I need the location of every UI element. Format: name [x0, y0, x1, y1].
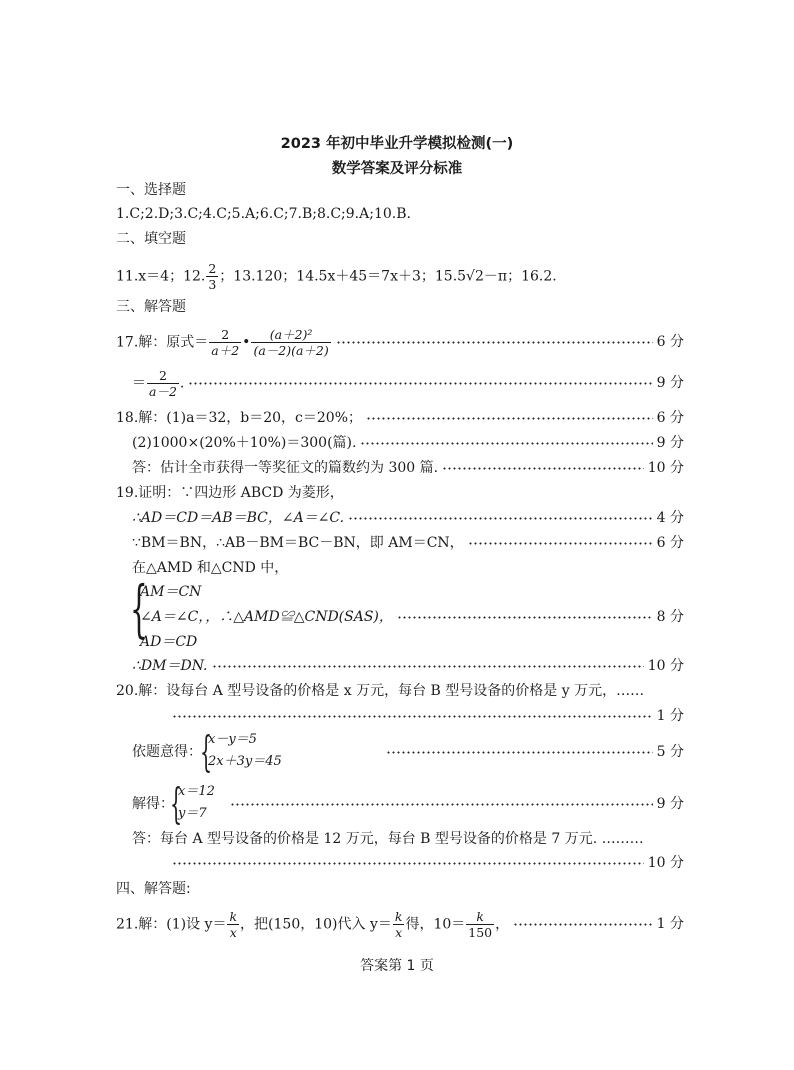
section-heading-solve: 三、解答题	[116, 299, 186, 315]
q19-line4: 在△AMD 和△CND 中，	[132, 560, 289, 576]
leader-dots	[230, 803, 653, 806]
fraction: $\frac{\text{(a＋2)²}}{(a-2)(a+2)}$	[253, 326, 329, 358]
q19-line3: ∵BM＝BN，∴AB－BM＝BC－BN，即 AM＝CN， 6 分	[132, 535, 684, 551]
fraction: $\frac{2}{a+2}$	[211, 326, 240, 358]
fill-answers-part1: 11.x＝4；12.	[116, 268, 206, 285]
page-subtitle: 数学答案及评分标准	[331, 161, 463, 177]
leader-dots	[468, 542, 653, 545]
system-eq-2-row: ∠A＝∠C，，∴△AMD≌△CND(SAS)， 8 分	[140, 609, 684, 625]
fraction: $\frac{k}{x}$	[229, 908, 238, 940]
q18-line1: 18.解：(1)a＝32，b＝20，c＝20%； 6 分	[116, 410, 684, 426]
score: 6 分	[656, 334, 684, 350]
score: 10 分	[647, 460, 684, 476]
score: 5 分	[656, 744, 684, 760]
q20-line3: 解得： 9 分	[132, 796, 684, 812]
q17-line1: 17.解：原式＝ $\frac{2}{a+2}$ • $\frac{\text{(a＋2)²}}{(a-2)(a+2)}$ 6 分	[116, 326, 684, 358]
fraction: $\frac{2}{a-2}$	[149, 367, 177, 399]
score: 9 分	[656, 435, 684, 451]
score: 8 分	[656, 609, 684, 625]
q21-line1: 21.解：(1)设 y＝ $\frac{k}{x}$ ，把(150，10)代入 y＝ $\frac{k}{x}$ 得，10＝ $\frac{k}{150}$ ， 1 分	[116, 908, 684, 940]
brace: {	[170, 779, 183, 828]
leader-dots	[386, 751, 653, 754]
fill-answers-part2: ；13.120；14.5x＋45＝7x＋3；15.5√2－π；16.2.	[219, 268, 557, 285]
score: 6 分	[656, 535, 684, 551]
section-heading-choice: 一、选择题	[116, 182, 186, 198]
q19-line2: ∴AD＝CD＝AB＝BC，∠A＝∠C. 4 分	[132, 510, 684, 526]
leader-dots	[348, 517, 653, 520]
choice-answers: 1.C;2.D;3.C;4.C;5.A;6.C;7.B;8.C;9.A;10.B.	[116, 206, 411, 222]
q20-line2: 依题意得： 5 分	[132, 744, 684, 760]
fraction: $\frac{k}{x}$	[394, 908, 403, 940]
score: 9 分	[656, 796, 684, 812]
leader-dots	[442, 467, 644, 470]
section-heading-solve-2: 四、解答题:	[116, 881, 191, 897]
system-eq-3: AD＝CD	[140, 634, 198, 650]
equation-2: 2x＋3y＝45	[208, 754, 282, 769]
fill-answers	[116, 261, 684, 292]
leader-dots	[212, 665, 644, 668]
leader-dots	[366, 417, 653, 420]
leader-dots	[172, 862, 644, 865]
system-eq-1: AM＝CN	[140, 584, 202, 600]
score: 10 分	[647, 658, 684, 674]
score: 4 分	[656, 510, 684, 526]
q20-answer: 答：每台 A 型号设备的价格是 12 万元，每台 B 型号设备的价格是 7 万元. ………	[132, 831, 644, 847]
leader-dots	[188, 382, 652, 385]
score: 6 分	[656, 410, 684, 426]
q20-line1-cont	[132, 706, 684, 726]
section-heading-fill: 二、填空题	[116, 231, 186, 247]
leader-dots	[360, 442, 652, 445]
brace: {	[200, 727, 213, 776]
score: 9 分	[656, 375, 684, 391]
result-1: x＝12	[178, 784, 215, 799]
leader-dots	[397, 616, 653, 619]
result-2: y＝7	[178, 806, 207, 821]
q20-line1: 20.解：设每台 A 型号设备的价格是 x 万元，每台 B 型号设备的价格是 y 万元，……	[116, 683, 645, 699]
fraction: $\frac{2}{3}$	[208, 261, 217, 292]
fraction: $\frac{k}{150}$	[468, 908, 493, 940]
leader-dots	[172, 715, 653, 718]
equation-1: x－y＝5	[208, 732, 257, 747]
score: 10 分	[647, 855, 684, 871]
score: 1 分	[656, 708, 684, 724]
leader-dots	[336, 341, 653, 344]
brace: {	[130, 572, 148, 645]
q20-answer-cont	[132, 853, 684, 873]
q19-line1: 19.证明：∵四边形 ABCD 为菱形，	[116, 485, 344, 501]
page-footer: 答案第 1 页	[360, 958, 434, 974]
leader-dots	[513, 923, 653, 926]
q18-line3: 答：估计全市获得一等奖征文的篇数约为 300 篇. 10 分	[132, 460, 684, 476]
page-title: 2023 年初中毕业升学模拟检测(一)	[280, 136, 514, 152]
q18-line2: (2)1000×(20%＋10%)＝300(篇). 9 分	[132, 435, 684, 451]
score: 1 分	[656, 916, 684, 932]
q19-line6: ∴DM＝DN. 10 分	[132, 658, 684, 674]
q17-line2: ＝ $\frac{2}{a-2}$ . 9 分	[132, 367, 684, 399]
